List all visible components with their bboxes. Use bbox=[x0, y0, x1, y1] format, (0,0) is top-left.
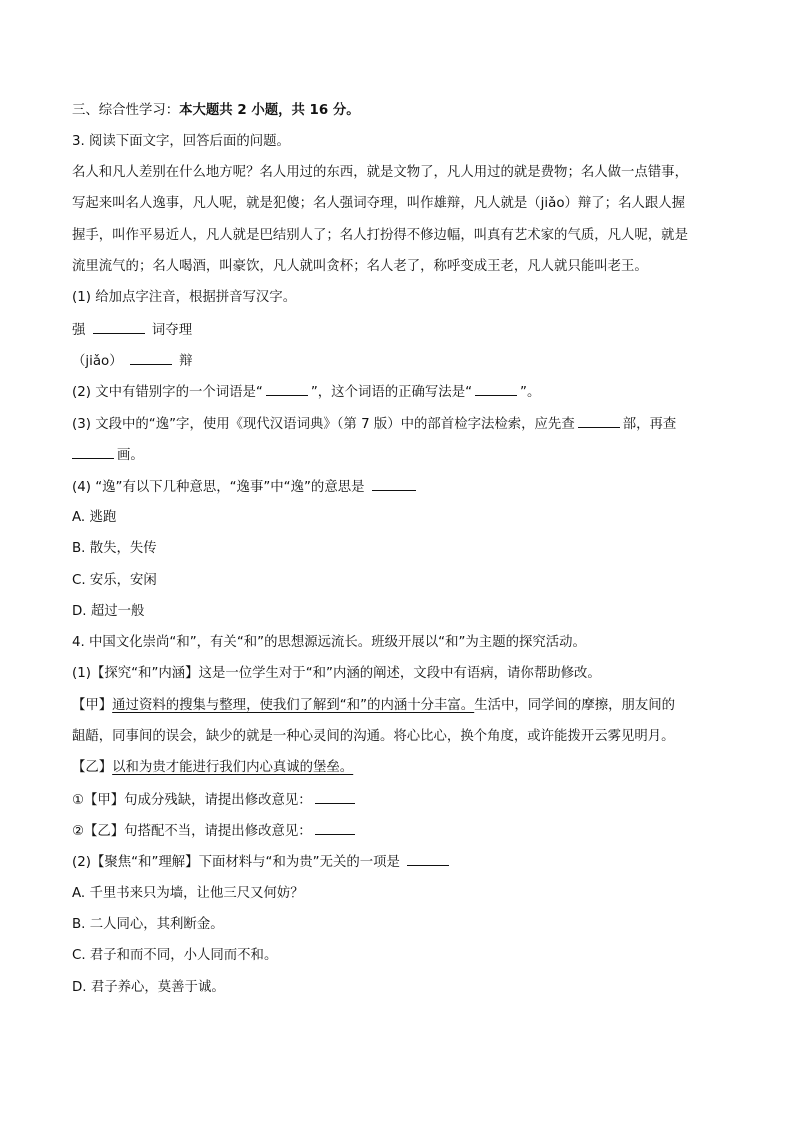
q4-sub2 bbox=[72, 853, 452, 872]
q3-sub3-text-b: 部，再查 bbox=[622, 417, 677, 432]
q3-sub2-text-b: ”，这个词语的正确写法是“ bbox=[310, 385, 473, 400]
rev2-text: ②【乙】句搭配不当，请提出修改意见： bbox=[72, 824, 312, 839]
q4-sub2-text: (2)【聚焦“和”理解】下面材料与“和为贵”无关的一项是 bbox=[72, 855, 400, 870]
jia-rest: 生活中，同学间的摩擦，朋友间的 bbox=[474, 698, 676, 713]
option-item[interactable]: D. 超过一般 bbox=[72, 604, 145, 619]
q3-sub4-text: (4) “逸”有以下几种意思，“逸事”中“逸”的意思是 bbox=[72, 480, 365, 495]
q4-sub1: (1)【探究“和”内涵】这是一位学生对于“和”内涵的阐述，文段中有语病，请你帮助修改。 bbox=[72, 666, 601, 681]
answer-blank[interactable] bbox=[130, 352, 172, 365]
answer-blank[interactable] bbox=[407, 853, 449, 866]
section-heading-score: 本大题共 2 小题，共 16 分。 bbox=[179, 103, 360, 118]
q3-sub3-cont bbox=[72, 446, 144, 465]
option-item[interactable]: B. 散失，失传 bbox=[72, 541, 157, 556]
q3-sub1-a-char: 强 bbox=[72, 323, 86, 338]
q3-sub3-text-a: (3) 文段中的“逸”字，使用《现代汉语词典》（第 7 版）中的部首检字法检索，应先查 bbox=[72, 417, 575, 432]
q3-sub1: (1) 给加点字注音，根据拼音写汉字。 bbox=[72, 290, 297, 305]
q4-jia-line2: 龃龉，同事间的误会，缺少的就是一种心灵间的沟通。将心比心，换个角度，或许能拨开云雾见明月。 bbox=[72, 729, 675, 744]
q3-sub3 bbox=[72, 415, 676, 434]
q4-revision-2 bbox=[72, 822, 358, 841]
answer-blank[interactable] bbox=[578, 415, 620, 428]
answer-blank[interactable] bbox=[475, 383, 517, 396]
answer-blank[interactable] bbox=[266, 383, 308, 396]
q3-sub1-item-a bbox=[72, 321, 192, 340]
q3-sub3-text-c: 画。 bbox=[117, 448, 144, 463]
jia-underlined-sentence: 通过资料的搜集与整理，使我们了解到“和”的内涵十分丰富。 bbox=[112, 698, 475, 713]
q3-passage-line: 握手，叫作平易近人，凡人就是巴结别人了；名人打扮得不修边幅，叫真有艺术家的气质，凡人呢，就是 bbox=[72, 228, 688, 243]
option-item[interactable]: C. 安乐，安闲 bbox=[72, 573, 157, 588]
q4-yi-line bbox=[72, 759, 353, 777]
q3-passage-line: 名人和凡人差别在什么地方呢？名人用过的东西，就是文物了，凡人用过的就是费物；名人做一点错事， bbox=[72, 165, 688, 180]
option-item[interactable]: A. 逃跑 bbox=[72, 510, 117, 525]
option-item[interactable]: D. 君子养心，莫善于诚。 bbox=[72, 980, 225, 995]
q3-sub2 bbox=[72, 383, 540, 402]
q3-sub2-text-c: ”。 bbox=[520, 385, 541, 400]
q3-sub1-b-rest: 辩 bbox=[179, 354, 193, 369]
q3-sub1-item-b bbox=[72, 352, 193, 371]
rev1-text: ①【甲】句成分残缺，请提出修改意见： bbox=[72, 793, 312, 808]
answer-blank[interactable] bbox=[93, 321, 145, 334]
q3-sub1-a-rest: 词夺理 bbox=[151, 323, 193, 338]
option-item[interactable]: A. 千里书来只为墙，让他三尺又何妨？ bbox=[72, 886, 304, 901]
q3-sub2-text-a: (2) 文中有错别字的一个词语是“ bbox=[72, 385, 263, 400]
q4-revision-1 bbox=[72, 791, 358, 810]
option-item[interactable]: C. 君子和而不同，小人同而不和。 bbox=[72, 948, 278, 963]
yi-label: 【乙】 bbox=[72, 760, 113, 775]
q4-stem: 4. 中国文化崇尚“和”，有关“和”的思想源远流长。班级开展以“和”为主题的探究活动。 bbox=[72, 635, 586, 650]
answer-blank[interactable] bbox=[315, 791, 355, 804]
answer-blank[interactable] bbox=[315, 822, 355, 835]
answer-blank[interactable] bbox=[72, 446, 114, 459]
yi-underlined-sentence: 以和为贵才能进行我们内心真诚的堡垒。 bbox=[112, 760, 354, 775]
section-heading-prefix: 三、综合性学习： bbox=[72, 103, 180, 118]
q3-sub4 bbox=[72, 478, 419, 497]
jia-label: 【甲】 bbox=[72, 698, 113, 713]
q3-sub1-b-pinyin: （jiǎo） bbox=[72, 354, 123, 369]
q3-passage-line: 流里流气的；名人喝酒，叫豪饮，凡人就叫贪杯；名人老了，称呼变成王老，凡人就只能叫老王。 bbox=[72, 259, 648, 274]
q3-passage-line: 写起来叫名人逸事，凡人呢，就是犯傻；名人强词夺理，叫作雄辩，凡人就是（jiǎo）辩了；名人跟人握 bbox=[72, 196, 686, 211]
q3-stem: 3. 阅读下面文字，回答后面的问题。 bbox=[72, 134, 290, 149]
section-heading bbox=[72, 102, 360, 120]
answer-blank[interactable] bbox=[372, 478, 416, 491]
option-item[interactable]: B. 二人同心，其利断金。 bbox=[72, 917, 224, 932]
q4-jia-line bbox=[72, 697, 675, 715]
